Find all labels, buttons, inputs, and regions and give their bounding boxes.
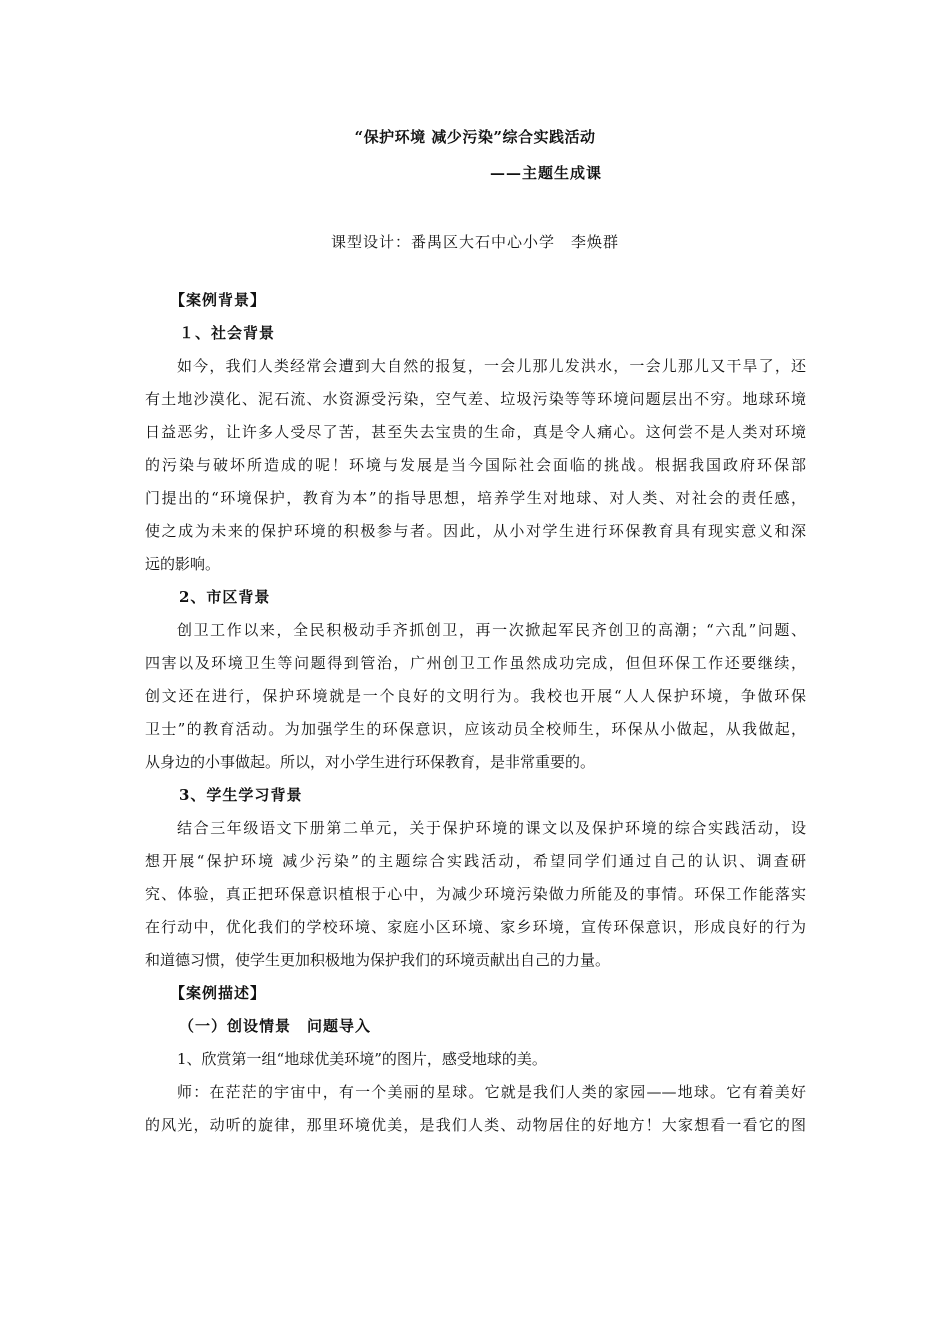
subsection-heading-city: 2、市区背景 (179, 588, 271, 606)
paragraph-line: 使之成为未来的保护环境的积极参与者。因此，从小对学生进行环保教育具有现实意义和深 (145, 522, 806, 540)
paragraph-student-background (145, 812, 806, 977)
paragraph-line: 在行动中，优化我们的学校环境、家庭小区环境、家乡环境，宣传环保意识，形成良好的行为 (145, 918, 806, 936)
paragraph-line: 创文还在进行，保护环境就是一个良好的文明行为。我校也开展“人人保护环境，争做环保 (145, 687, 806, 705)
paragraph-city-background (145, 614, 806, 779)
paragraph-social-background (145, 350, 806, 581)
paragraph-line: 的风光，动听的旋律，那里环境优美，是我们人类、动物居住的好地方！大家想看一看它的图 (145, 1116, 806, 1134)
paragraph-line: 远的影响。 (145, 555, 221, 573)
paragraph-line: 想开展“保护环境 减少污染”的主题综合实践活动，希望同学们通过自己的认识、调查研 (145, 852, 806, 870)
paragraph-line: 师：在茫茫的宇宙中，有一个美丽的星球。它就是我们人类的家园——地球。它有着美好 (177, 1083, 806, 1101)
paragraph-line: 四害以及环境卫生等问题得到管治，广州创卫工作虽然成功完成，但但环保工作还要继续， (145, 654, 806, 672)
subsection-heading-part-one: （一）创设情景 问题导入 (179, 1017, 372, 1035)
list-item: 1、欣赏第一组“地球优美环境”的图片，感受地球的美。 (177, 1050, 547, 1068)
document-subtitle: ——主题生成课 (490, 164, 603, 182)
document-body (145, 284, 806, 1142)
subsection-heading-social: １、社会背景 (179, 324, 276, 342)
paragraph-line: 结合三年级语文下册第二单元，关于保护环境的课文以及保护环境的综合实践活动，设 (177, 819, 806, 837)
document-title: “保护环境 减少污染”综合实践活动 (354, 128, 596, 146)
paragraph-line: 日益恶劣，让许多人受尽了苦，甚至失去宝贵的生命，真是令人痛心。这何尝不是人类对环境 (145, 423, 806, 441)
paragraph-line: 有土地沙漠化、泥石流、水资源受污染，空气差、垃圾污染等等环境问题层出不穷。地球环境 (145, 390, 806, 408)
section-heading-case-description: 【案例描述】 (170, 984, 267, 1002)
paragraph-line: 门提出的“环境保护，教育为本”的指导思想，培养学生对地球、对人类、对社会的责任感， (145, 489, 806, 507)
paragraph-line: 卫士”的教育活动。为加强学生的环保意识，应该动员全校师生，环保从小做起，从我做起， (145, 720, 806, 738)
paragraph-teacher-speech (145, 1076, 806, 1142)
paragraph-line: 创卫工作以来，全民积极动手齐抓创卫，再一次掀起军民齐创卫的高潮；“六乱”问题、 (177, 621, 806, 639)
paragraph-line: 的污染与破坏所造成的呢！环境与发展是当今国际社会面临的挑战。根据我国政府环保部 (145, 456, 806, 474)
subsection-heading-student: 3、学生学习背景 (179, 786, 303, 804)
paragraph-line: 和道德习惯，使学生更加积极地为保护我们的环境贡献出自己的力量。 (145, 951, 611, 969)
paragraph-line: 如今，我们人类经常会遭到大自然的报复，一会儿那儿发洪水，一会儿那儿又干旱了，还 (177, 357, 806, 375)
paragraph-line: 究、体验，真正把环保意识植根于心中，为减少环境污染做力所能及的事情。环保工作能落实 (145, 885, 806, 903)
author-line: 课型设计：番禺区大石中心小学 李焕群 (330, 233, 619, 251)
paragraph-line: 从身边的小事做起。所以，对小学生进行环保教育，是非常重要的。 (145, 753, 596, 771)
section-heading-case-background: 【案例背景】 (170, 291, 267, 309)
